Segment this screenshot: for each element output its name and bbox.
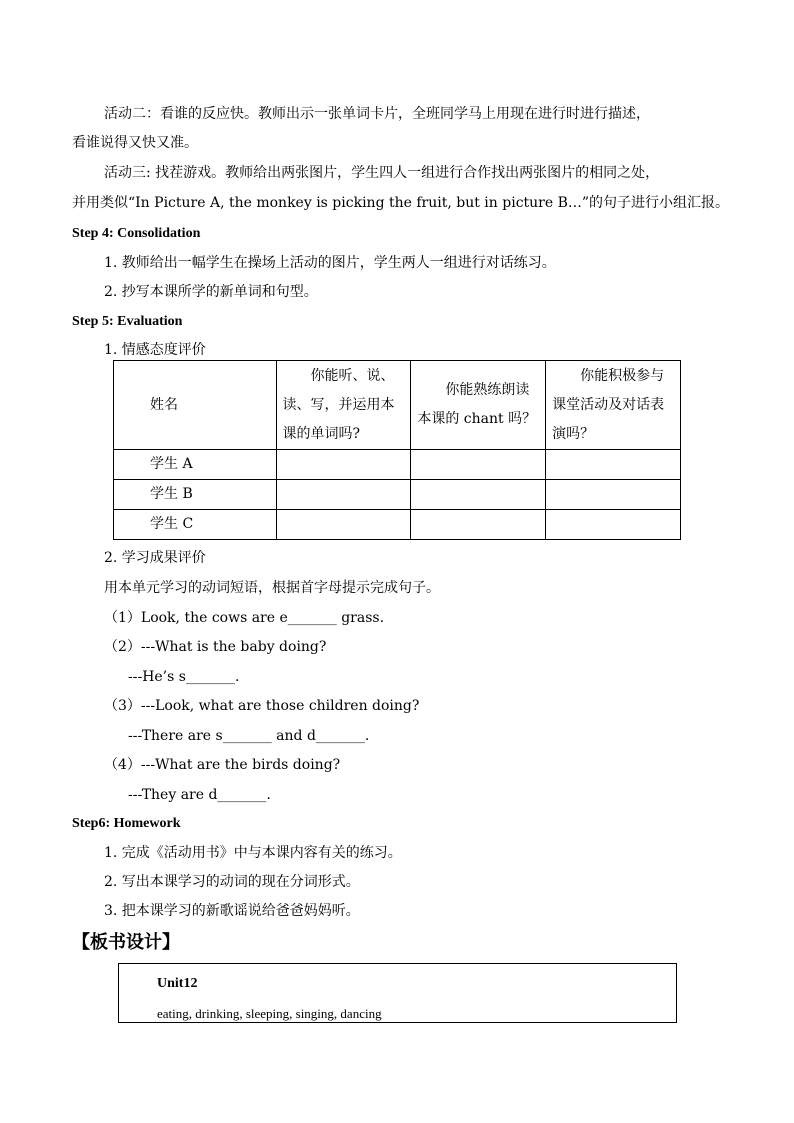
step6-item-3: 3. 把本课学习的新歌谣说给爸爸妈妈听。 [104, 903, 360, 919]
table-cell [411, 450, 546, 480]
board-design-box [118, 963, 677, 1023]
step5-sub1: 1. 情感态度评价 [104, 342, 206, 358]
question-1: （1）Look, the cows are e_______ grass. [104, 610, 385, 626]
step6-item-1: 1. 完成《活动用书》中与本课内容有关的练习。 [104, 845, 402, 861]
table-header-q1: 你能听、说、读、写，并运用本课的单词吗? [276, 361, 411, 450]
table-header-q3: 你能积极参与课堂活动及对话表演吗？ [546, 361, 681, 450]
step4-item-1: 1. 教师给出一幅学生在操场上活动的图片，学生两人一组进行对话练习。 [104, 255, 556, 271]
answer-4: ---They are d_______. [128, 787, 271, 803]
table-row [114, 480, 681, 510]
step4-item-2: 2. 抄写本课所学的新单词和句型。 [104, 284, 318, 300]
table-row [114, 510, 681, 540]
step5-sub2: 2. 学习成果评价 [104, 550, 206, 566]
table-cell [546, 450, 681, 480]
table-cell [276, 480, 411, 510]
table-row [114, 450, 681, 480]
table-cell-student: 学生 A [114, 450, 277, 480]
step6-item-2: 2. 写出本课学习的动词的现在分词形式。 [104, 874, 360, 890]
question-3: （3）---Look, what are those children doing? [104, 698, 420, 714]
table-cell [276, 510, 411, 540]
table-header-name: 姓名 [114, 361, 277, 450]
question-2: （2）---What is the baby doing? [104, 639, 327, 655]
table-cell-student: 学生 C [114, 510, 277, 540]
activity2-line2: 看谁说得又快又准。 [72, 135, 198, 151]
table-cell [411, 510, 546, 540]
step6-title: Step6: Homework [72, 816, 181, 831]
answer-2: ---He’s s_______. [128, 669, 240, 685]
question-4: （4）---What are the birds doing? [104, 757, 341, 773]
activity3-line2: 并用类似“In Picture A, the monkey is picking the fruit, but in picture B…”的句子进行小组汇报。 [72, 195, 730, 211]
answer-3: ---There are s_______ and d_______. [128, 728, 370, 744]
activity3-line1: 活动三: 找茬游戏。教师给出两张图片，学生四人一组进行合作找出两张图片的相同之处， [104, 165, 660, 181]
table-header-row [114, 361, 681, 450]
activity2-line1: 活动二：看谁的反应快。教师出示一张单词卡片，全班同学马上用现在进行时进行描述， [104, 106, 650, 122]
evaluation-table [113, 360, 681, 540]
board-design-title: 【板书设计】 [72, 932, 180, 953]
table-cell-student: 学生 B [114, 480, 277, 510]
table-cell [411, 480, 546, 510]
step5-instruction: 用本单元学习的动词短语，根据首字母提示完成句子。 [104, 580, 440, 596]
table-cell [546, 480, 681, 510]
board-unit-title: Unit12 [157, 976, 198, 991]
table-header-q2: 你能熟练朗读本课的 chant 吗？ [411, 361, 546, 450]
table-cell [276, 450, 411, 480]
step4-title: Step 4: Consolidation [72, 226, 201, 241]
table-cell [546, 510, 681, 540]
step5-title: Step 5: Evaluation [72, 314, 183, 329]
board-words: eating, drinking, sleeping, singing, dancing [157, 1006, 382, 1021]
